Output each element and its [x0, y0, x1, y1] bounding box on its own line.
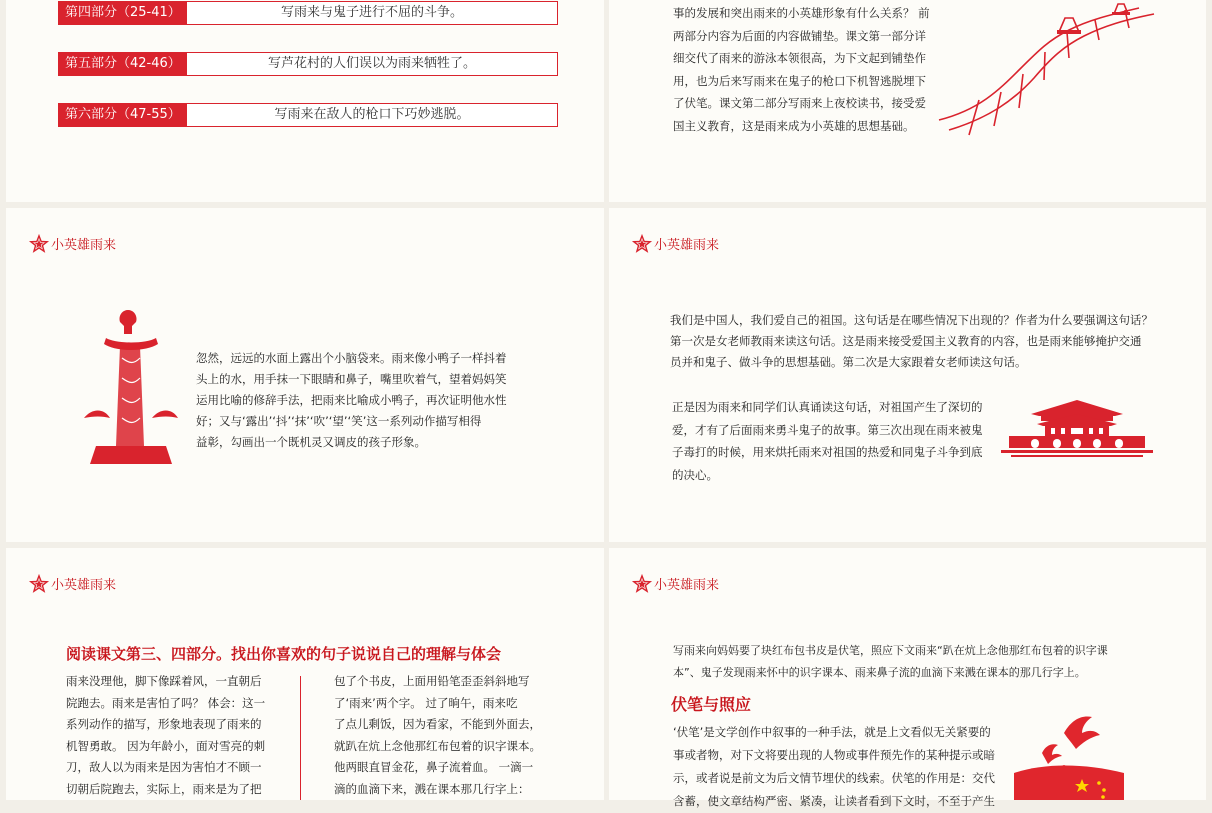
section-tag: 第六部分（47-55） [59, 104, 187, 126]
text-line: 院跑去。雨来是害怕了吗？ 体会：这一 [66, 695, 266, 710]
slide-foreshadowing[interactable] [609, 548, 1206, 808]
huabiao-pillar-illustration [76, 308, 186, 473]
section-text: 写雨来与鬼子进行不屈的斗争。 [280, 5, 463, 20]
slide-title [30, 234, 116, 253]
text-line: 含蓄，使文章结构严密、紧凑，让读者看到下文时，不至于产生 [673, 794, 995, 808]
section-text: 写雨来在敌人的枪口下巧妙逃脱。 [274, 107, 470, 122]
foreshadowing-intro-text [673, 640, 1153, 684]
slide-title-text: 小英雄雨来 [51, 238, 117, 253]
doves-flag-illustration [1004, 713, 1134, 800]
slide-title-text: 小英雄雨来 [654, 578, 720, 593]
text-line: 运用比喻的修辞手法，把雨来比喻成小鸭子，再次证明他水性 [196, 393, 507, 407]
foreshadowing-definition-text [673, 721, 1013, 813]
text-line: 头上的水，用手抹一下眼睛和鼻子，嘴里吹着气，望着妈妈笑 [196, 372, 507, 386]
great-wall-illustration [939, 0, 1159, 140]
patriotism-answer-text [672, 396, 1002, 486]
text-line: 两部分内容为后面的内容做铺垫。课文第一部分详 [673, 28, 926, 43]
text-line: 系列动作的描写，形象地表现了雨来的 [66, 717, 262, 731]
reading-right-column [334, 671, 564, 800]
text-line: 员并和鬼子、做斗争的思想基础。第二次是大家跟着女老师读这句话。 [670, 355, 1027, 369]
section-row-5 [58, 52, 558, 76]
reading-left-column [66, 671, 286, 800]
slide-sections-table[interactable] [6, 0, 604, 202]
slide-title [30, 574, 116, 593]
text-line: 国主义教育，这是雨来成为小英雄的思想基础。 [673, 118, 915, 133]
text-line: 雨来没理他，脚下像踩着风，一直朝后 [66, 674, 262, 688]
text-line: ‘伏笔’是文学创作中叙事的一种手法，就是上文看似无关紧要的 [673, 725, 991, 739]
star-icon [30, 575, 48, 593]
text-line: 好；又与‘露出’‘抖’‘抹’‘吹’‘望’‘笑’这一系列动作描写相得 [196, 414, 482, 428]
patriotism-question-text [670, 310, 1170, 373]
text-line: 切朝后院跑去，实际上，雨来是为了把 [66, 781, 262, 796]
tiananmen-illustration [1001, 398, 1153, 458]
text-line: 事或者物，对下文将要出现的人物或事件预先作的某种提示或暗 [673, 748, 995, 762]
section-row-4 [58, 1, 558, 25]
analysis-text [673, 2, 943, 137]
column-divider [300, 676, 301, 800]
section-tag: 第四部分（25-41） [59, 2, 187, 24]
text-line: 刀，敌人以为雨来是因为害怕才不顾一 [66, 760, 262, 774]
text-line: 了伏笔。课文第二部分写雨来上夜校读书，接受爱 [673, 96, 926, 110]
text-line: 细交代了雨来的游泳本领很高，为下文起到铺垫作 [673, 51, 926, 65]
text-line: 益彰，勾画出一个既机灵又调皮的孩子形象。 [196, 435, 426, 449]
text-line: 了点儿剩饭，因为看家，不能到外面去， [334, 717, 541, 731]
text-line: 就趴在炕上念他那红布包着的识字课本。 [334, 738, 541, 753]
section-row-6 [58, 103, 558, 127]
slide-duck-analysis[interactable] [6, 208, 604, 542]
slide-title [633, 234, 719, 253]
text-line: 机智勇敢。 因为年龄小，面对雪亮的刺 [66, 738, 266, 753]
text-line: 爱，才有了后面雨来勇斗鬼子的故事。第三次出现在雨来被鬼 [672, 422, 983, 437]
text-line: 子毒打的时候，用来烘托雨来对祖国的热爱和同鬼子斗争到底 [672, 445, 983, 459]
text-line: 我们是中国人，我们爱自己的祖国。这句话是在哪些情况下出现的？作者为什么要强调这句话？ [670, 313, 1153, 327]
slide-title-text: 小英雄雨来 [654, 238, 720, 253]
duck-analysis-text [196, 348, 526, 453]
reading-task-heading: 阅读课文第三、四部分。找出你喜欢的句子说说自己的理解与体会 [66, 645, 502, 663]
slide-title-text: 小英雄雨来 [51, 578, 117, 593]
slide-reading-task[interactable] [6, 548, 604, 800]
star-icon [633, 575, 651, 593]
text-line: 滴的血滴下来，溅在课本那几行字上： [334, 781, 530, 796]
text-line: 第一次是女老师教雨来读这句话。这是雨来接受爱国主义教育的内容，也是雨来能够掩护交通 [670, 334, 1142, 348]
section-tag: 第五部分（42-46） [59, 53, 187, 75]
text-line: 的决心。 [672, 467, 718, 482]
slide-title [633, 574, 719, 593]
star-icon [30, 235, 48, 253]
star-icon [633, 235, 651, 253]
text-line: 事的发展和突出雨来的小英雄形象有什么关系？ 前 [673, 6, 930, 20]
text-line: 正是因为雨来和同学们认真诵读这句话，对祖国产生了深切的 [672, 400, 983, 414]
text-line: 包了个书皮，上面用铅笔歪歪斜斜地写 [334, 674, 530, 688]
slide-great-wall[interactable] [609, 0, 1206, 202]
text-line: 本”、鬼子发现雨来怀中的识字课本、雨来鼻子流的血滴下来溅在课本的那几行字上。 [673, 666, 1086, 679]
section-text: 写芦花村的人们误以为雨来牺牲了。 [267, 56, 476, 71]
text-line: 写雨来向妈妈要了块红布包书皮是伏笔，照应下文雨来“趴在炕上念他那红布包着的识字课 [673, 644, 1108, 657]
text-line: 他两眼直冒金花，鼻子流着血。 一滴一 [334, 760, 534, 774]
foreshadowing-heading: 伏笔与照应 [671, 695, 752, 714]
slide-patriotism-analysis[interactable] [609, 208, 1206, 542]
text-line: 示，或者说是前文为后文情节埋伏的线索。伏笔的作用是：交代 [673, 771, 995, 785]
text-line: 忽然，远远的水面上露出个小脑袋来。雨来像小鸭子一样抖着 [196, 351, 507, 365]
text-line: 了‘雨来’两个字。 过了晌午，雨来吃 [334, 695, 518, 710]
text-line: 用，也为后来写雨来在鬼子的枪口下机智逃脱埋下 [673, 73, 926, 88]
